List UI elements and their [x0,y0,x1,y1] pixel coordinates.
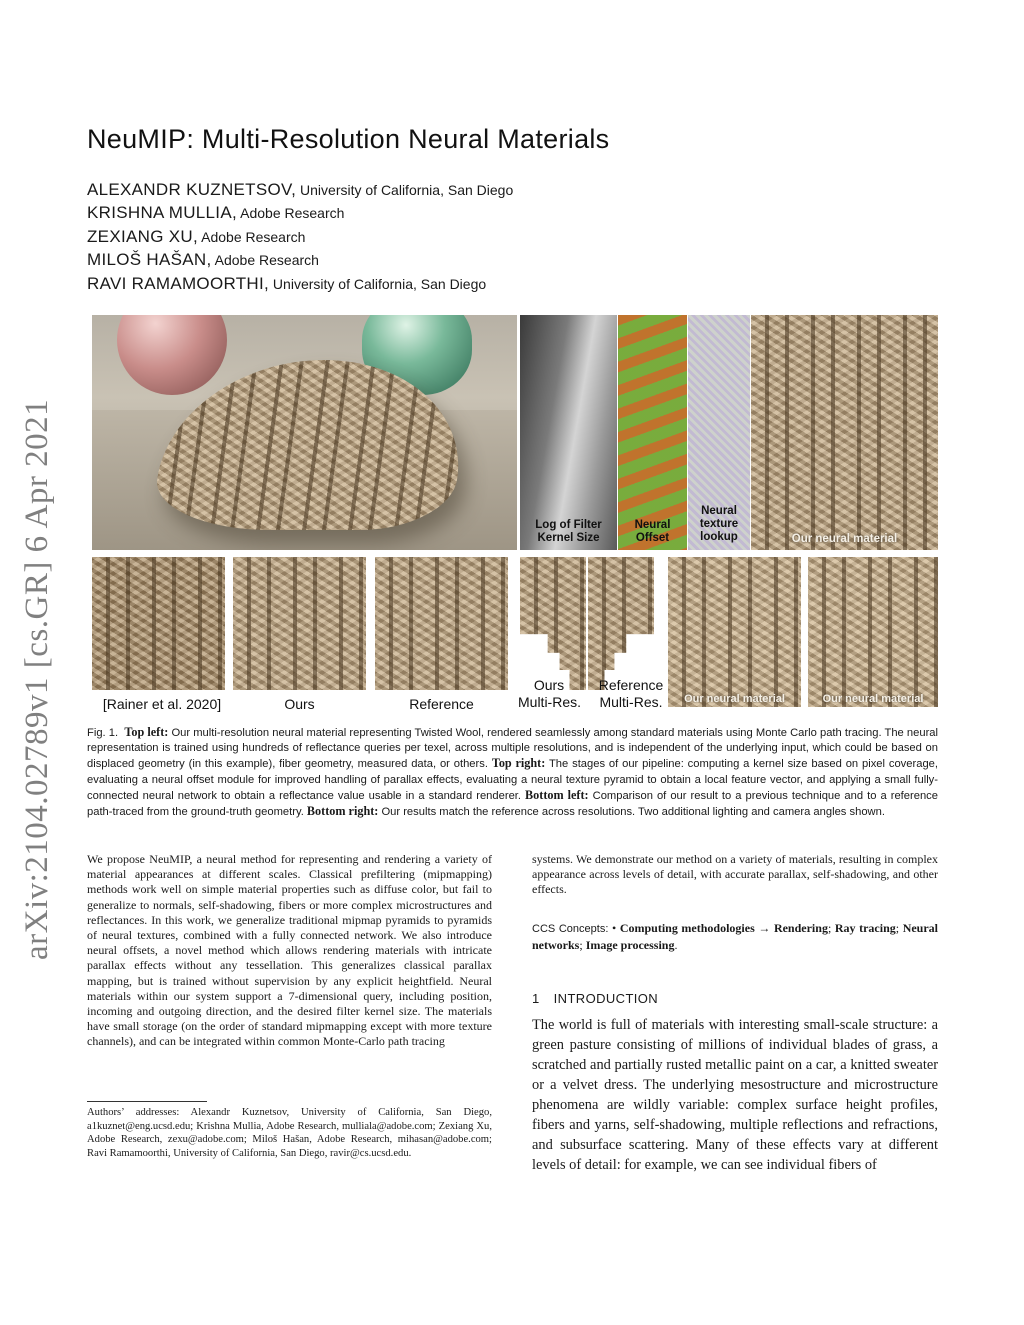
author-2 [87,201,513,224]
author-name: ALEXANDR KUZNETSOV, [87,180,297,199]
ccs-term: Ray tracing [834,921,896,935]
ours-label: Ours [284,696,315,712]
kernel-size-image [520,315,617,550]
texture-label: Neural texture lookup [699,505,739,543]
author-1 [87,178,513,201]
paper-title: NeuMIP: Multi-Resolution Neural Materials [87,124,610,154]
author-5 [87,272,513,295]
neural-offset-image [618,315,687,550]
arxiv-stamp: arXiv:2104.02789v1 [cs.GR] 6 Apr 2021 [19,398,55,960]
neural-material-view-2 [808,557,938,707]
material-label: Our neural material [791,533,898,545]
ccs-term: Rendering [773,921,828,935]
caption-br-head: Bottom right: [306,804,379,819]
author-name: MILOŠ HAŠAN, [87,250,212,270]
caption-tl-head: Top left: [124,725,169,739]
ccs-concepts: CCS Concepts: • Computing methodologies → Rendering; Ray tracing; Neural networks; Image processing. [532,921,939,952]
abstract-text: We propose NeuMIP, a neural method for representing and rendering a variety of material appearances at different scales. Classical prefiltering (mipmapping) methods work well on simple material properties such as diffuse color, but fail to generalize to normals, self-shadowing, fibers or more complex microstructures and reflectances. In this work, we generalize traditional mipmap pyramids to pyramids of neural textures, combined with a fully connected network. We also introduce neural offsets, a novel method which allows rendering materials with intricate parallax effects without any tessellation. This generalizes classical parallax mapping, but is trained without supervision by any explicit heightfield. Neural materials within our system support a 7-dimensional query, including position, incoming and outgoing direction, and the desired filter kernel size. The materials have small storage (on the order of standard mipmapping except with more texture channels), and can be integrated within common Monte-Carlo path tracing [87,852,492,1049]
author-list [87,178,513,295]
reference-label: Reference [409,696,474,712]
ours-comparison-image [233,557,366,690]
author-affiliation: Adobe Research [198,228,306,245]
author-affiliation: University of California, San Diego [269,275,487,292]
author-name: ZEXIANG XU, [87,226,198,246]
reference-multires-image [588,557,654,690]
scene-render-image [92,315,517,550]
reference-multires-label: Reference Multi-Res. [598,677,664,710]
caption-bl-text: Comparison of our result to a previous technique and to a reference path-traced from the ground-truth geometry. [87,789,938,819]
section-heading [532,991,658,1006]
figure-caption [87,725,938,820]
ccs-term: Image processing [585,938,675,952]
caption-tr-text: The stages of our pipeline: computing a kernel size based on pixel coverage, evaluating a neural offset module for improved handling of parallax effects, evaluating a neural texture pyramid to obtain a local feature vector, and applying a small fully-connected neural network to obtain a reflectance value usable in a standard renderer. [87,758,938,802]
ccs-term: Computing methodologies [619,921,755,935]
introduction-text: The world is full of materials with interesting small-scale structure: a green pasture consisting of millions of individual blades of grass, a scratched and partially rusted metallic paint on a car, a knitted sweater or a velvet dress. The underlying mesostructure and microstructure phenomena are wildly variable: complex surface height profiles, fibers and yarns, self-shadowing, multiple reflections and refractions, and subsurface scattering. Many of these effects vary at different levels of detail: for example, we can see individual fibers of [532,1017,938,1173]
abstract-continuation: systems. We demonstrate our method on a variety of materials, resulting in complex appearance across levels of detail, with accurate parallax, self-shadowing, and other effects. [532,852,938,897]
caption-tl-text: Our multi-resolution neural material representing Twisted Wool, rendered seamlessly among standard materials using Monte Carlo path tracing. The neural representation is trained using hundreds of reflectance queries per texel, across multiple resolutions, and is independent of the underlying input, which could be based on displaced geometry (in this example), fiber geometry, measured data, or others. [87,727,939,771]
section-title: INTRODUCTION [553,991,659,1006]
caption-tr-head: Top right: [491,756,546,771]
neural-material-label-1: Our neural material [684,693,785,705]
author-4 [87,248,513,271]
author-name: KRISHNA MULLIA, [87,203,237,223]
neural-material-view-1 [668,557,801,707]
author-3 [87,225,513,248]
kernel-label: Log of Filter Kernel Size [535,519,602,544]
author-name: RAVI RAMAMOORTHI, [87,273,270,293]
rainer-label: [Rainer et al. 2020] [102,696,222,712]
figure-1 [92,315,938,715]
pink-vase [117,315,227,395]
reference-comparison-image [375,557,508,690]
neural-material-image [751,315,938,550]
author-affiliation: Adobe Research [237,205,345,222]
footnote-rule [87,1101,207,1102]
author-affiliation: Adobe Research [211,252,319,269]
offset-label: Neural Offset [634,519,671,544]
rainer-comparison-image [92,557,225,690]
neural-material-label-2: Our neural material [822,693,924,705]
author-affiliation: University of California, San Diego [296,182,514,198]
caption-br-text: Our results match the reference across resolutions. Two additional lighting and camera angles shown. [378,806,885,819]
caption-bl-head: Bottom left: [525,787,589,802]
caption-lead: Fig. 1. [87,727,119,739]
ccs-lead: CCS Concepts: [532,923,613,935]
section-number: 1 [532,991,540,1006]
ours-multires-image [520,557,586,690]
ccs-term: Neural networks [532,921,939,952]
author-addresses-footnote: Authors’ addresses: Alexandr Kuznetsov, University of California, San Diego, a1kuznet@eng.ucsd.edu; Krishna Mullia, Adobe Research, mulliala@adobe.com; Zexiang Xu, Adobe Research, zexu@adobe.com; Miloš Hašan, Adobe Research, mihasan@adobe.com; Ravi Ramamoorthi, University of California, San Diego, ravir@cs.ucsd.edu. [87,1107,492,1159]
ours-multires-label: Ours Multi-Res. [518,677,582,710]
